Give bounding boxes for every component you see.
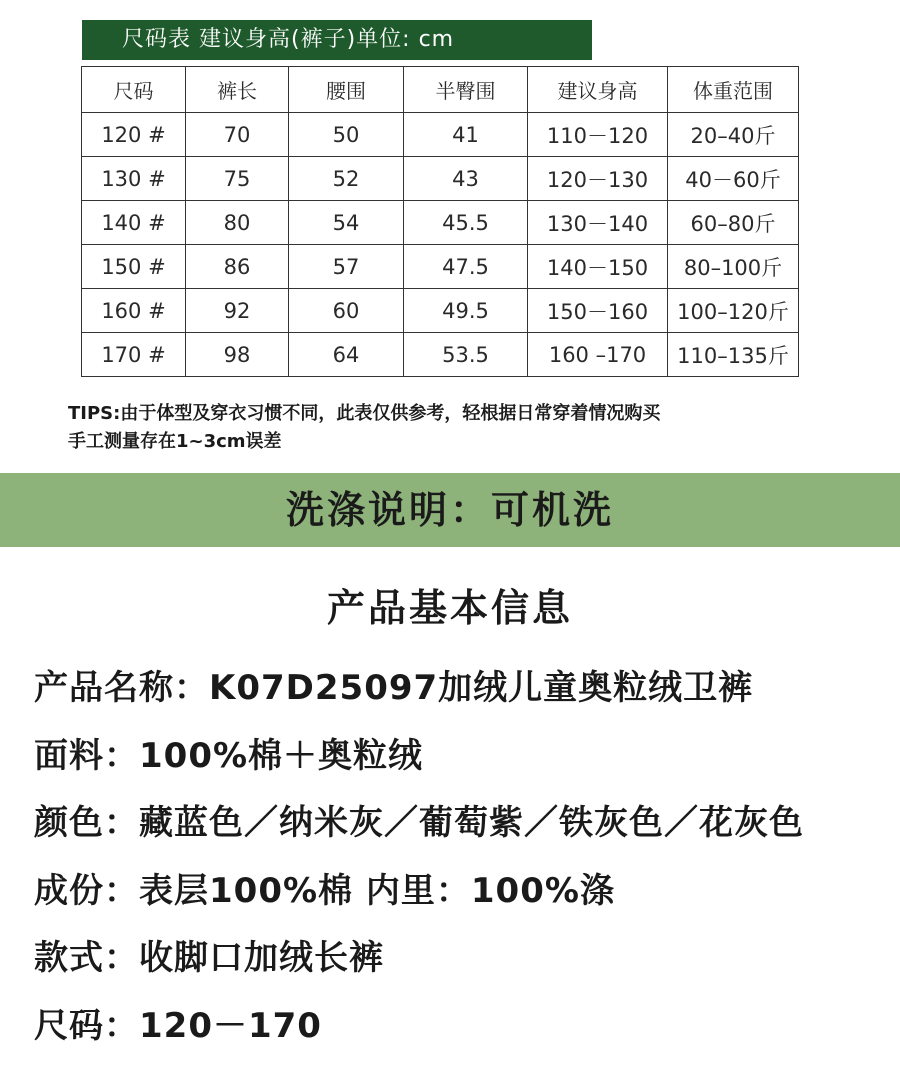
table-row bbox=[82, 201, 799, 245]
table-cell: 40－60斤 bbox=[668, 157, 799, 201]
table-row bbox=[82, 245, 799, 289]
fabric-row: 面料：100%棉＋奥粒绒 bbox=[34, 735, 424, 776]
product-info-list bbox=[34, 658, 894, 1063]
header-weight-range: 体重范围 bbox=[668, 67, 799, 113]
table-cell: 45.5 bbox=[404, 201, 528, 245]
table-cell: 120－130 bbox=[528, 157, 668, 201]
table-row bbox=[82, 113, 799, 157]
table-row bbox=[82, 289, 799, 333]
color-row: 颜色：藏蓝色／纳米灰／葡萄紫／铁灰色／花灰色 bbox=[34, 803, 804, 843]
header-half-hip: 半臀围 bbox=[404, 67, 528, 113]
table-cell: 140 # bbox=[82, 201, 186, 245]
table-cell: 70 bbox=[186, 113, 289, 157]
table-cell: 140－150 bbox=[528, 245, 668, 289]
table-cell: 160 –170 bbox=[528, 333, 668, 377]
table-header-row bbox=[82, 67, 799, 113]
table-cell: 160 # bbox=[82, 289, 186, 333]
table-cell: 98 bbox=[186, 333, 289, 377]
table-cell: 57 bbox=[289, 245, 404, 289]
product-name-row: 产品名称：K07D25097加绒儿童奥粒绒卫裤 bbox=[34, 668, 754, 708]
table-cell: 47.5 bbox=[404, 245, 528, 289]
table-cell: 110–135斤 bbox=[668, 333, 799, 377]
table-row bbox=[82, 333, 799, 377]
tips-line-2: 手工测量存在1~3cm误差 bbox=[68, 431, 282, 452]
table-cell: 92 bbox=[186, 289, 289, 333]
table-cell: 75 bbox=[186, 157, 289, 201]
table-cell: 41 bbox=[404, 113, 528, 157]
header-suggested-height: 建议身高 bbox=[528, 67, 668, 113]
header-waist: 腰围 bbox=[289, 67, 404, 113]
table-cell: 130－140 bbox=[528, 201, 668, 245]
table-cell: 80 bbox=[186, 201, 289, 245]
composition-row: 成份：表层100%棉 内里：100%涤 bbox=[34, 870, 615, 911]
table-cell: 100–120斤 bbox=[668, 289, 799, 333]
table-cell: 120 # bbox=[82, 113, 186, 157]
style-row: 款式：收脚口加绒长裤 bbox=[34, 938, 384, 978]
product-info-title: 产品基本信息 bbox=[326, 586, 573, 630]
table-cell: 60–80斤 bbox=[668, 201, 799, 245]
size-range-row: 尺码：120－170 bbox=[34, 1005, 322, 1046]
table-cell: 20–40斤 bbox=[668, 113, 799, 157]
table-row bbox=[82, 157, 799, 201]
table-cell: 54 bbox=[289, 201, 404, 245]
table-cell: 170 # bbox=[82, 333, 186, 377]
size-tips bbox=[68, 400, 888, 456]
table-cell: 50 bbox=[289, 113, 404, 157]
table-cell: 64 bbox=[289, 333, 404, 377]
table-cell: 110－120 bbox=[528, 113, 668, 157]
header-pants-length: 裤长 bbox=[186, 67, 289, 113]
size-chart-banner: 尺码表 建议身高(裤子)单位: cm bbox=[82, 20, 592, 60]
table-cell: 43 bbox=[404, 157, 528, 201]
size-chart-table bbox=[81, 66, 799, 377]
table-cell: 130 # bbox=[82, 157, 186, 201]
tips-line-1: TIPS:由于体型及穿衣习惯不同，此表仅供参考，轻根据日常穿着情况购买 bbox=[68, 403, 661, 424]
table-cell: 49.5 bbox=[404, 289, 528, 333]
table-cell: 150－160 bbox=[528, 289, 668, 333]
table-cell: 60 bbox=[289, 289, 404, 333]
table-cell: 86 bbox=[186, 245, 289, 289]
header-size: 尺码 bbox=[82, 67, 186, 113]
wash-instructions-band: 洗涤说明：可机洗 bbox=[0, 473, 900, 547]
table-cell: 150 # bbox=[82, 245, 186, 289]
table-cell: 53.5 bbox=[404, 333, 528, 377]
table-cell: 52 bbox=[289, 157, 404, 201]
table-cell: 80–100斤 bbox=[668, 245, 799, 289]
